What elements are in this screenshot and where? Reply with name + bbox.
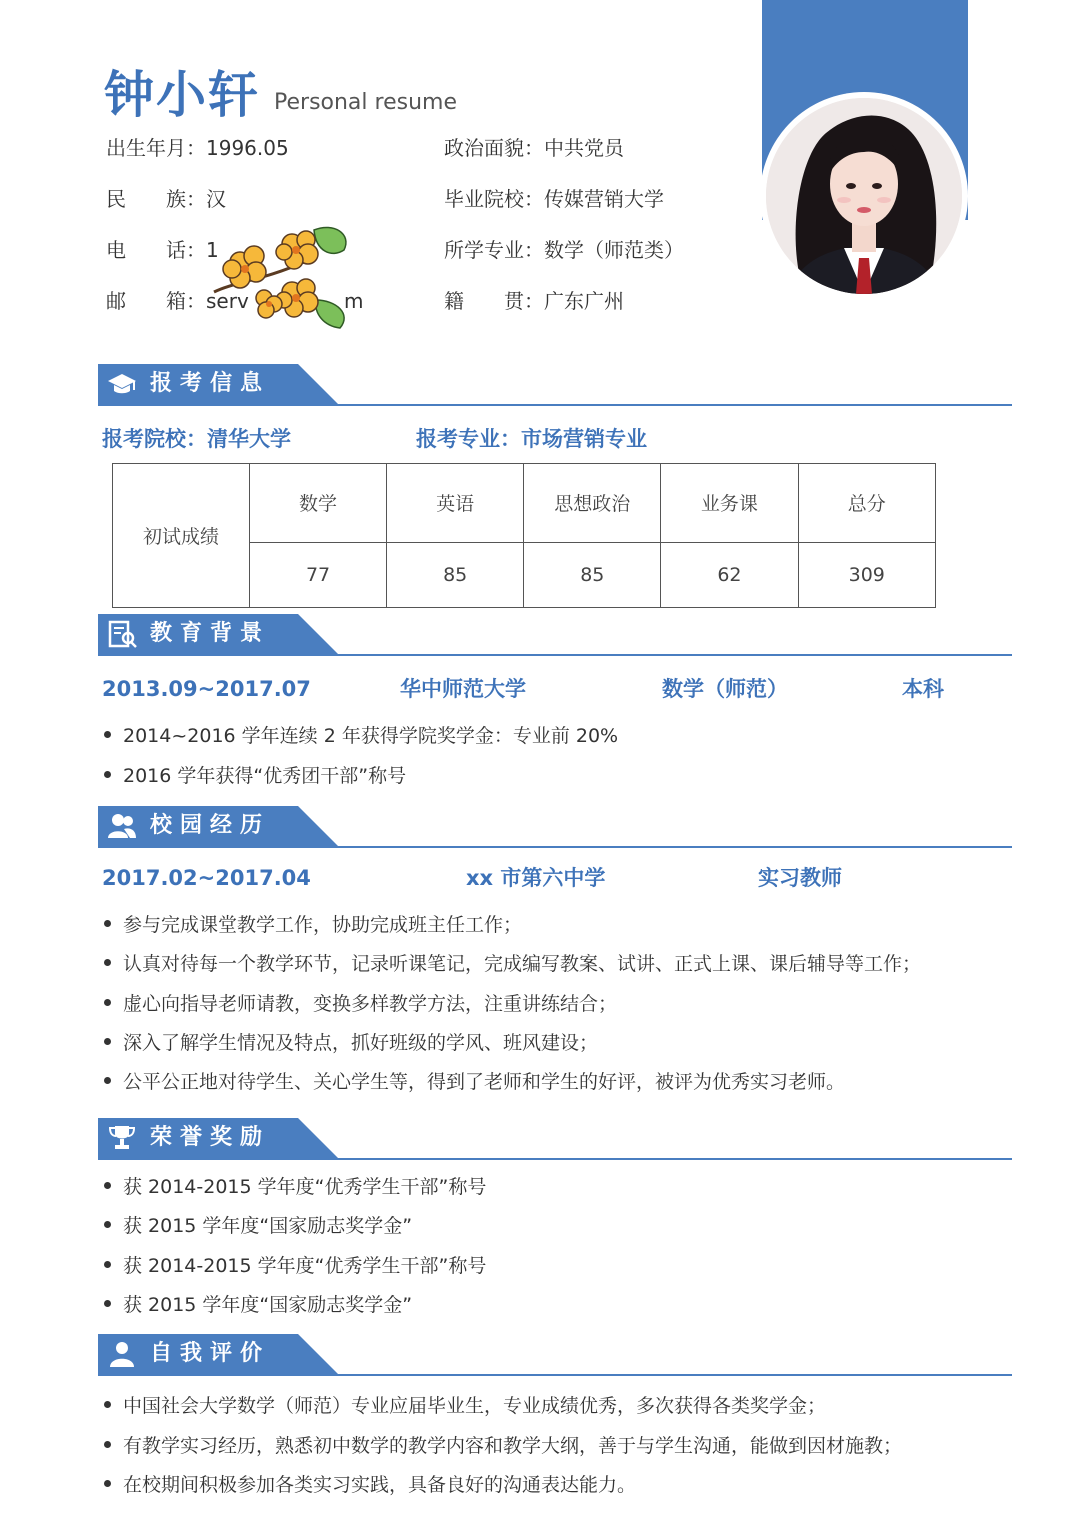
info-major — [444, 236, 684, 264]
education-major: 数学（师范） — [662, 677, 788, 701]
section-header-honors — [98, 1118, 1012, 1162]
trophy-icon — [106, 1124, 138, 1152]
score-cell: 309 — [798, 542, 936, 607]
education-degree: 本科 — [902, 677, 944, 701]
info-value: 1996.05 — [206, 136, 289, 160]
education-period: 2013.09~2017.07 — [102, 677, 311, 701]
profile-photo — [766, 98, 962, 294]
users-icon — [106, 812, 138, 840]
score-cell: 85 — [387, 542, 524, 607]
resume-name: 钟小轩 — [104, 66, 260, 124]
list-item: 认真对待每一个教学环节，记录听课笔记，完成编写教案、试讲、正式上课、课后辅导等工作； — [104, 950, 921, 978]
info-label: 籍 贯： — [444, 289, 544, 313]
info-value: 1 — [206, 238, 219, 262]
list-item: 公平公正地对待学生、关心学生等，得到了老师和学生的好评，被评为优秀实习老师。 — [104, 1068, 845, 1096]
info-value: 传媒营销大学 — [544, 187, 664, 211]
info-value: 广东广州 — [544, 289, 624, 313]
subject-header: 英语 — [387, 464, 524, 543]
section-title: 报考信息 — [150, 371, 271, 396]
section-header-education — [98, 614, 1012, 658]
campus-org: xx 市第六中学 — [466, 866, 606, 890]
list-item: 虚心向指导老师请教，变换多样教学方法，注重讲练结合； — [104, 990, 617, 1018]
info-birth — [106, 134, 289, 162]
list-item: 参与完成课堂教学工作，协助完成班主任工作； — [104, 911, 522, 939]
score-table — [112, 463, 936, 608]
section-title: 教育背景 — [150, 621, 271, 646]
info-email-tail: m — [344, 289, 364, 313]
graduation-cap-icon — [106, 370, 138, 398]
exam-major: 报考专业：市场营销专业 — [416, 427, 647, 451]
education-school: 华中师范大学 — [400, 677, 526, 701]
info-label: 民 族： — [106, 187, 206, 211]
score-cell: 77 — [250, 542, 387, 607]
list-item: 中国社会大学数学（师范）专业应届毕业生，专业成绩优秀，多次获得各类奖学金； — [104, 1392, 826, 1420]
info-value: 数学（师范类） — [544, 238, 684, 262]
list-item: 获 2015 学年度“国家励志奖学金” — [104, 1291, 412, 1319]
section-header-exam — [98, 364, 1012, 408]
list-item: 获 2014-2015 学年度“优秀学生干部”称号 — [104, 1252, 486, 1280]
resume-subtitle: Personal resume — [274, 90, 457, 115]
info-graduate-school — [444, 185, 664, 213]
campus-role: 实习教师 — [758, 866, 842, 890]
list-item: 2014~2016 学年连续 2 年获得学院奖学金：专业前 20% — [104, 722, 618, 750]
document-search-icon — [106, 620, 138, 648]
section-title: 荣誉奖励 — [150, 1125, 271, 1150]
subject-header: 思想政治 — [524, 464, 661, 543]
info-ethnicity — [106, 185, 226, 213]
score-cell: 85 — [524, 542, 661, 607]
info-value: 中共党员 — [544, 136, 624, 160]
info-label: 电 话： — [106, 238, 206, 262]
info-political — [444, 134, 624, 162]
subject-header: 业务课 — [661, 464, 798, 543]
score-cell: 62 — [661, 542, 798, 607]
list-item: 有教学实习经历，熟悉初中数学的教学内容和教学大纲，善于与学生沟通，能做到因材施教； — [104, 1432, 902, 1460]
info-label: 出生年月： — [106, 136, 206, 160]
info-label: 毕业院校： — [444, 187, 544, 211]
list-item: 获 2014-2015 学年度“优秀学生干部”称号 — [104, 1173, 486, 1201]
info-hometown — [444, 287, 624, 315]
section-title: 自我评价 — [150, 1341, 271, 1366]
info-label: 政治面貌： — [444, 136, 544, 160]
person-icon — [106, 1340, 138, 1368]
section-header-self — [98, 1334, 1012, 1378]
campus-period: 2017.02~2017.04 — [102, 866, 311, 890]
section-title: 校园经历 — [150, 813, 271, 838]
subject-header: 数学 — [250, 464, 387, 543]
info-label: 邮 箱： — [106, 289, 206, 313]
info-value: 汉 — [206, 187, 226, 211]
list-item: 在校期间积极参加各类实习实践，具备良好的沟通表达能力。 — [104, 1471, 636, 1499]
section-header-campus — [98, 806, 1012, 850]
info-value: serv — [206, 289, 249, 313]
exam-school: 报考院校：清华大学 — [102, 427, 291, 451]
score-row-label: 初试成绩 — [113, 464, 250, 608]
info-phone — [106, 236, 219, 264]
list-item: 深入了解学生情况及特点，抓好班级的学风、班风建设； — [104, 1029, 598, 1057]
list-item: 获 2015 学年度“国家励志奖学金” — [104, 1212, 412, 1240]
flower-sticker-icon — [204, 222, 356, 332]
list-item: 2016 学年获得“优秀团干部”称号 — [104, 762, 406, 790]
subject-header: 总分 — [798, 464, 936, 543]
info-label: 所学专业： — [444, 238, 544, 262]
